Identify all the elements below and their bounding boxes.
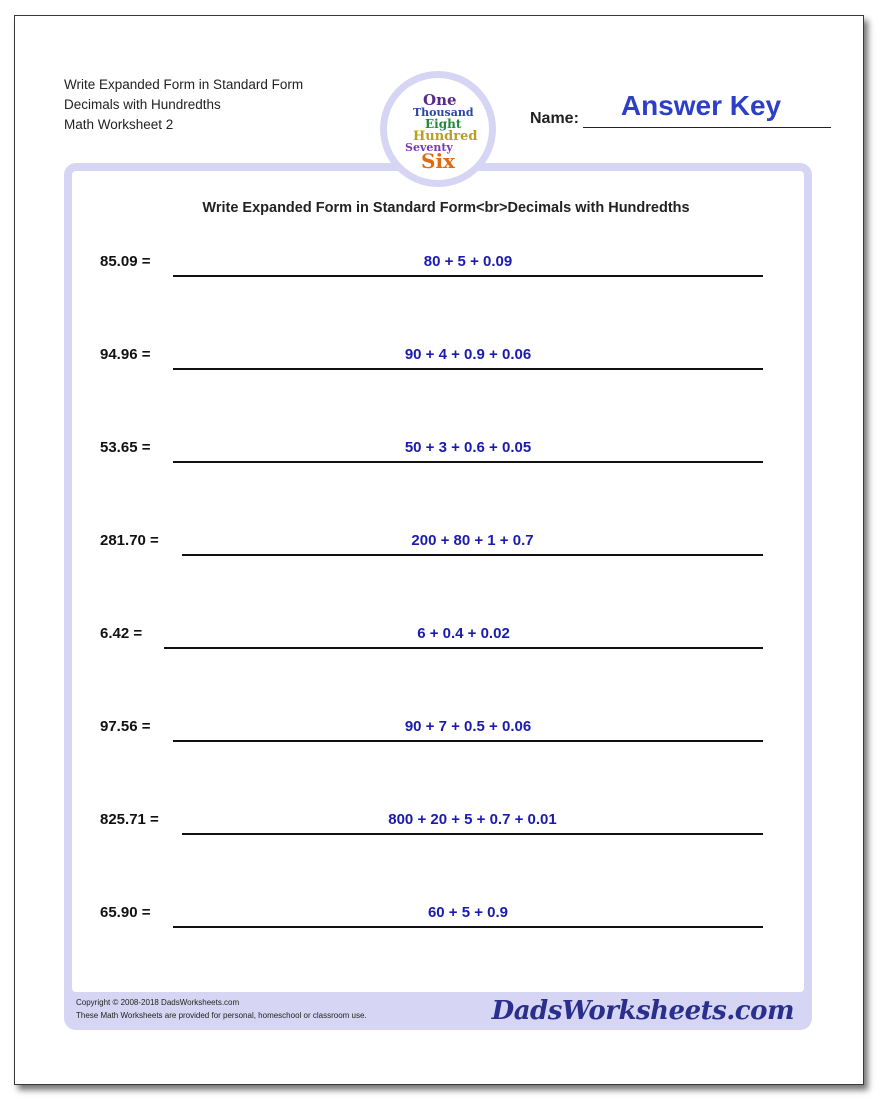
answer-key-label: Answer Key bbox=[620, 90, 782, 121]
number-words-badge bbox=[380, 71, 496, 187]
problem-area bbox=[72, 171, 804, 992]
answer-line bbox=[173, 740, 763, 742]
problem-question: 97.56 = bbox=[100, 718, 151, 735]
problem-question: 53.65 = bbox=[100, 439, 151, 456]
answer-line bbox=[164, 647, 763, 649]
badge-word: Seventy bbox=[405, 141, 453, 154]
problem-question: 6.42 = bbox=[100, 625, 143, 642]
footer-copyright: Copyright © 2008-2018 DadsWorksheets.com bbox=[76, 998, 240, 1007]
footer-notice: These Math Worksheets are provided for personal, homeschool or classroom use. bbox=[76, 1011, 367, 1020]
dadsworksheets-logo: DadsWorksheets.com bbox=[491, 996, 794, 1026]
problem-answer: 200 + 80 + 1 + 0.7 bbox=[411, 532, 534, 549]
problem-answer: 6 + 0.4 + 0.02 bbox=[417, 625, 510, 642]
badge-word: One bbox=[423, 91, 457, 109]
badge-word: Eight bbox=[425, 117, 462, 131]
worksheet-title: Write Expanded Form in Standard Form<br>Decimals with Hundredths bbox=[202, 200, 690, 216]
badge-word: Hundred bbox=[413, 129, 478, 144]
worksheet-frame bbox=[64, 163, 812, 1030]
answer-line bbox=[173, 368, 763, 370]
problem-answer: 60 + 5 + 0.9 bbox=[427, 904, 509, 921]
answer-line bbox=[182, 554, 763, 556]
badge-word: Thousand bbox=[413, 106, 474, 119]
header-line-subtitle: Decimals with Hundredths bbox=[64, 97, 221, 112]
name-field-line bbox=[583, 127, 831, 128]
answer-line bbox=[173, 461, 763, 463]
problem-question: 85.09 = bbox=[100, 253, 151, 270]
answer-line bbox=[173, 926, 763, 928]
problem-answer: 90 + 7 + 0.5 + 0.06 bbox=[404, 718, 532, 735]
badge-inner bbox=[387, 78, 489, 180]
name-label: Name: bbox=[530, 110, 579, 127]
problem-answer: 90 + 4 + 0.9 + 0.06 bbox=[404, 346, 532, 363]
answer-line bbox=[173, 275, 763, 277]
problem-question: 281.70 = bbox=[100, 532, 159, 549]
badge-word: Six bbox=[421, 149, 455, 173]
problem-answer: 80 + 5 + 0.09 bbox=[423, 253, 513, 270]
problem-question: 825.71 = bbox=[100, 811, 159, 828]
header-line-title: Write Expanded Form in Standard Form bbox=[64, 77, 304, 92]
problem-answer: 50 + 3 + 0.6 + 0.05 bbox=[404, 439, 532, 456]
answer-line bbox=[182, 833, 763, 835]
problem-question: 65.90 = bbox=[100, 904, 151, 921]
problem-answer: 800 + 20 + 5 + 0.7 + 0.01 bbox=[388, 811, 557, 828]
problem-question: 94.96 = bbox=[100, 346, 151, 363]
header-line-worksheet-number: Math Worksheet 2 bbox=[64, 117, 174, 132]
